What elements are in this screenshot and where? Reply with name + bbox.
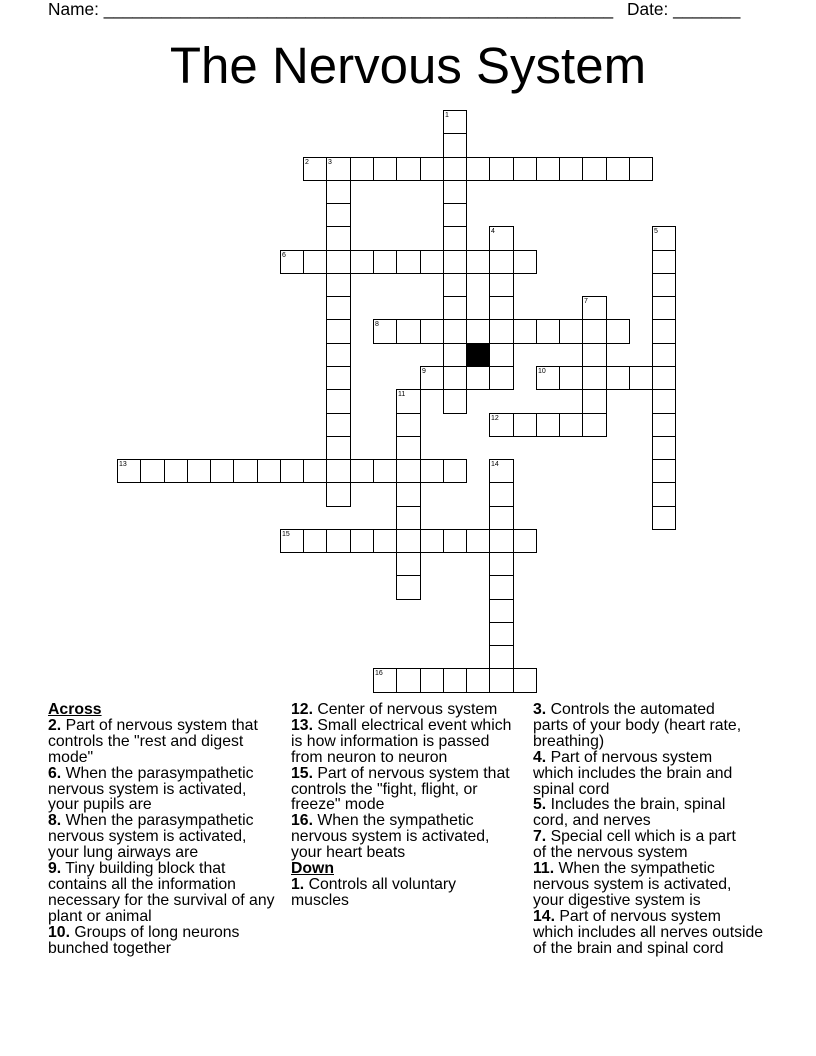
name-field (48, 0, 613, 19)
grid-cell (443, 157, 467, 181)
grid-number-label: 2 (305, 159, 309, 166)
grid-cell (396, 157, 421, 181)
grid-cell (326, 366, 351, 390)
grid-cell (466, 668, 490, 693)
clue-text: When the parasympathetic nervous system is activated, your pupils are (48, 764, 254, 814)
grid-cell (652, 389, 676, 414)
grid-cell (489, 599, 514, 623)
grid-cell (373, 319, 397, 344)
grid-cell (396, 529, 421, 553)
grid-cell (350, 529, 374, 553)
grid-cell (443, 668, 467, 693)
grid-cell (326, 413, 351, 437)
grid-cell (443, 319, 467, 344)
grid-cell (420, 319, 444, 344)
grid-cell (420, 250, 444, 274)
grid-cell (489, 413, 514, 437)
grid-cell (582, 296, 607, 320)
clue-item (48, 925, 288, 957)
grid-cell (443, 110, 467, 134)
grid-cell (466, 319, 490, 344)
clue-text: Groups of long neurons bunched together (48, 923, 240, 957)
grid-cell (396, 506, 421, 530)
grid-number-label: 12 (491, 415, 499, 422)
clue-number: 9. (48, 860, 62, 878)
grid-cell (326, 389, 351, 414)
grid-cell (489, 529, 514, 553)
grid-cell (466, 250, 490, 274)
grid-cell (443, 226, 467, 251)
clue-number: 1. (291, 875, 305, 893)
grid-cell (420, 668, 444, 693)
grid-number-label: 8 (375, 321, 379, 328)
grid-cell (489, 668, 514, 693)
clue-number: 2. (48, 716, 62, 734)
grid-cell (420, 366, 444, 390)
grid-cell (489, 319, 514, 344)
clue-text: Small electrical event which is how information is passed from neuron to neuron (291, 716, 512, 766)
grid-cell (326, 296, 351, 320)
grid-cell (443, 133, 467, 158)
clue-item (48, 718, 288, 766)
grid-cell (652, 250, 676, 274)
clue-text: Part of nervous system which includes all nerves outside of the brain and spinal cord (533, 907, 764, 957)
grid-cell (326, 482, 351, 507)
clue-number: 4. (533, 748, 547, 766)
clue-number: 3. (533, 701, 547, 718)
clue-item (533, 861, 773, 909)
grid-number-label: 3 (328, 159, 332, 166)
clue-item (291, 718, 531, 766)
clue-item (291, 702, 531, 718)
grid-cell (489, 645, 514, 669)
grid-cell (350, 157, 374, 181)
grid-cell (489, 482, 514, 507)
down-heading: Down (291, 860, 334, 878)
clue-item (533, 702, 773, 750)
grid-cell (326, 343, 351, 367)
grid-cell (233, 459, 258, 483)
grid-cell (559, 413, 583, 437)
clue-text: When the parasympathetic nervous system is activated, your lung airways are (48, 812, 254, 862)
date-field (627, 0, 740, 19)
grid-cell (373, 529, 397, 553)
grid-cell (443, 203, 467, 227)
grid-cell (280, 529, 304, 553)
clue-column-2 (291, 702, 531, 909)
name-blank-line: _____________________________________________________ (103, 0, 614, 19)
clue-number: 13. (291, 716, 313, 734)
grid-cell (559, 319, 583, 344)
grid-cell (443, 389, 467, 414)
grid-cell (443, 273, 467, 297)
grid-cell (582, 413, 607, 437)
grid-cell (489, 366, 514, 390)
clue-column-1 (48, 702, 288, 957)
grid-cell (582, 389, 607, 414)
grid-cell (582, 343, 607, 367)
grid-number-label: 11 (398, 391, 406, 398)
clue-item (291, 766, 531, 814)
grid-cell (187, 459, 211, 483)
shaded-cell (466, 343, 490, 367)
clue-number: 16. (291, 812, 313, 830)
grid-cell (443, 343, 467, 367)
grid-cell (396, 319, 421, 344)
clue-text: Part of nervous system which includes the brain and spinal cord (533, 748, 733, 798)
grid-cell (489, 226, 514, 251)
grid-cell (396, 668, 421, 693)
grid-cell (396, 482, 421, 507)
clue-item (48, 766, 288, 814)
grid-cell (489, 157, 514, 181)
clue-text: Part of nervous system that controls the "rest and digest mode" (48, 716, 258, 766)
grid-cell (513, 413, 537, 437)
clue-text: Center of nervous system (317, 701, 498, 718)
date-label: Date: (627, 0, 669, 19)
grid-cell (652, 459, 676, 483)
grid-cell (326, 459, 351, 483)
clue-text: Controls all voluntary muscles (291, 875, 457, 909)
grid-number-label: 4 (491, 228, 495, 235)
grid-cell (303, 529, 327, 553)
grid-cell (396, 436, 421, 460)
grid-cell (443, 180, 467, 204)
grid-cell (652, 226, 676, 251)
clue-text: When the sympathetic nervous system is activated, your heart beats (291, 812, 490, 862)
clue-text: Special cell which is a part of the nervous system (533, 828, 736, 862)
grid-cell (326, 250, 351, 274)
grid-cell (373, 459, 397, 483)
grid-cell (373, 250, 397, 274)
grid-cell (396, 575, 421, 600)
grid-cell (489, 273, 514, 297)
grid-cell (536, 413, 560, 437)
grid-cell (396, 250, 421, 274)
grid-cell (420, 459, 444, 483)
grid-cell (489, 250, 514, 274)
grid-cell (652, 273, 676, 297)
grid-cell (489, 622, 514, 646)
grid-cell (326, 273, 351, 297)
grid-cell (350, 459, 374, 483)
grid-cell (536, 319, 560, 344)
grid-cell (210, 459, 234, 483)
grid-cell (350, 250, 374, 274)
clue-item (533, 829, 773, 861)
across-heading: Across (48, 701, 102, 718)
grid-cell (326, 436, 351, 460)
clue-number: 8. (48, 812, 62, 830)
grid-cell (420, 157, 444, 181)
grid-cell (466, 529, 490, 553)
grid-number-label: 7 (584, 298, 588, 305)
grid-cell (652, 506, 676, 530)
grid-cell (652, 343, 676, 367)
grid-cell (652, 436, 676, 460)
clue-number: 7. (533, 828, 547, 846)
grid-cell (652, 296, 676, 320)
grid-cell (489, 343, 514, 367)
clue-number: 10. (48, 923, 70, 941)
grid-cell (536, 157, 560, 181)
grid-cell (303, 250, 327, 274)
grid-cell (164, 459, 188, 483)
grid-cell (466, 157, 490, 181)
grid-number-label: 9 (422, 368, 426, 375)
clue-number: 6. (48, 764, 62, 782)
grid-cell (326, 203, 351, 227)
clue-text: Tiny building block that contains all the information necessary for the survival of any plant or animal (48, 860, 275, 925)
grid-number-label: 14 (491, 461, 499, 468)
grid-number-label: 10 (538, 368, 546, 375)
clue-number: 14. (533, 907, 555, 925)
grid-cell (582, 366, 607, 390)
grid-cell (606, 319, 630, 344)
grid-cell (489, 552, 514, 576)
grid-cell (396, 413, 421, 437)
clue-column-3 (533, 702, 773, 957)
grid-cell (443, 529, 467, 553)
clue-item (48, 861, 288, 925)
grid-cell (443, 296, 467, 320)
grid-cell (606, 366, 630, 390)
grid-cell (513, 529, 537, 553)
grid-cell (466, 366, 490, 390)
grid-cell (373, 668, 397, 693)
grid-cell (326, 157, 351, 181)
grid-number-label: 13 (119, 461, 127, 468)
grid-cell (606, 157, 630, 181)
grid-cell (396, 552, 421, 576)
grid-cell (513, 319, 537, 344)
grid-cell (629, 157, 653, 181)
grid-cell (443, 250, 467, 274)
grid-cell (140, 459, 165, 483)
clue-item (291, 813, 531, 861)
clue-item (533, 797, 773, 829)
clue-number: 5. (533, 796, 547, 814)
grid-cell (652, 366, 676, 390)
grid-cell (326, 529, 351, 553)
grid-cell (280, 459, 304, 483)
name-label: Name: (48, 0, 99, 19)
grid-cell (513, 668, 537, 693)
grid-cell (443, 459, 467, 483)
grid-cell (373, 157, 397, 181)
grid-cell (489, 296, 514, 320)
grid-cell (257, 459, 281, 483)
clue-text: Includes the brain, spinal cord, and nerves (533, 796, 726, 830)
grid-cell (513, 157, 537, 181)
grid-cell (326, 319, 351, 344)
grid-cell (396, 459, 421, 483)
grid-cell (489, 575, 514, 600)
grid-cell (326, 226, 351, 251)
clue-number: 12. (291, 701, 313, 718)
grid-cell (513, 250, 537, 274)
grid-cell (559, 366, 583, 390)
clue-text: Controls the automated parts of your body (heart rate, breathing) (533, 701, 742, 750)
grid-cell (280, 250, 304, 274)
grid-cell (489, 506, 514, 530)
grid-cell (303, 459, 327, 483)
grid-cell (652, 319, 676, 344)
grid-cell (536, 366, 560, 390)
clue-item (291, 877, 531, 909)
clue-text: Part of nervous system that controls the "fight, flight, or freeze" mode (291, 764, 510, 814)
crossword-grid (117, 110, 677, 693)
grid-cell (582, 157, 607, 181)
grid-number-label: 5 (654, 228, 658, 235)
grid-cell (652, 482, 676, 507)
clue-text: When the sympathetic nervous system is activated, your digestive system is (533, 860, 732, 909)
grid-cell (303, 157, 327, 181)
clue-item (48, 813, 288, 861)
page-title: The Nervous System (169, 37, 647, 94)
grid-cell (629, 366, 653, 390)
grid-cell (443, 366, 467, 390)
grid-cell (117, 459, 141, 483)
grid-cell (559, 157, 583, 181)
grid-number-label: 1 (445, 112, 449, 119)
date-blank-line: _______ (673, 0, 741, 19)
clue-item (533, 750, 773, 798)
grid-cell (396, 389, 421, 414)
clue-number: 11. (533, 860, 555, 878)
grid-number-label: 16 (375, 670, 383, 677)
clue-item (533, 909, 773, 957)
grid-cell (489, 459, 514, 483)
grid-number-label: 6 (282, 252, 286, 259)
grid-cell (420, 529, 444, 553)
grid-cell (582, 319, 607, 344)
clue-number: 15. (291, 764, 313, 782)
grid-cell (652, 413, 676, 437)
grid-cell (326, 180, 351, 204)
grid-number-label: 15 (282, 531, 290, 538)
